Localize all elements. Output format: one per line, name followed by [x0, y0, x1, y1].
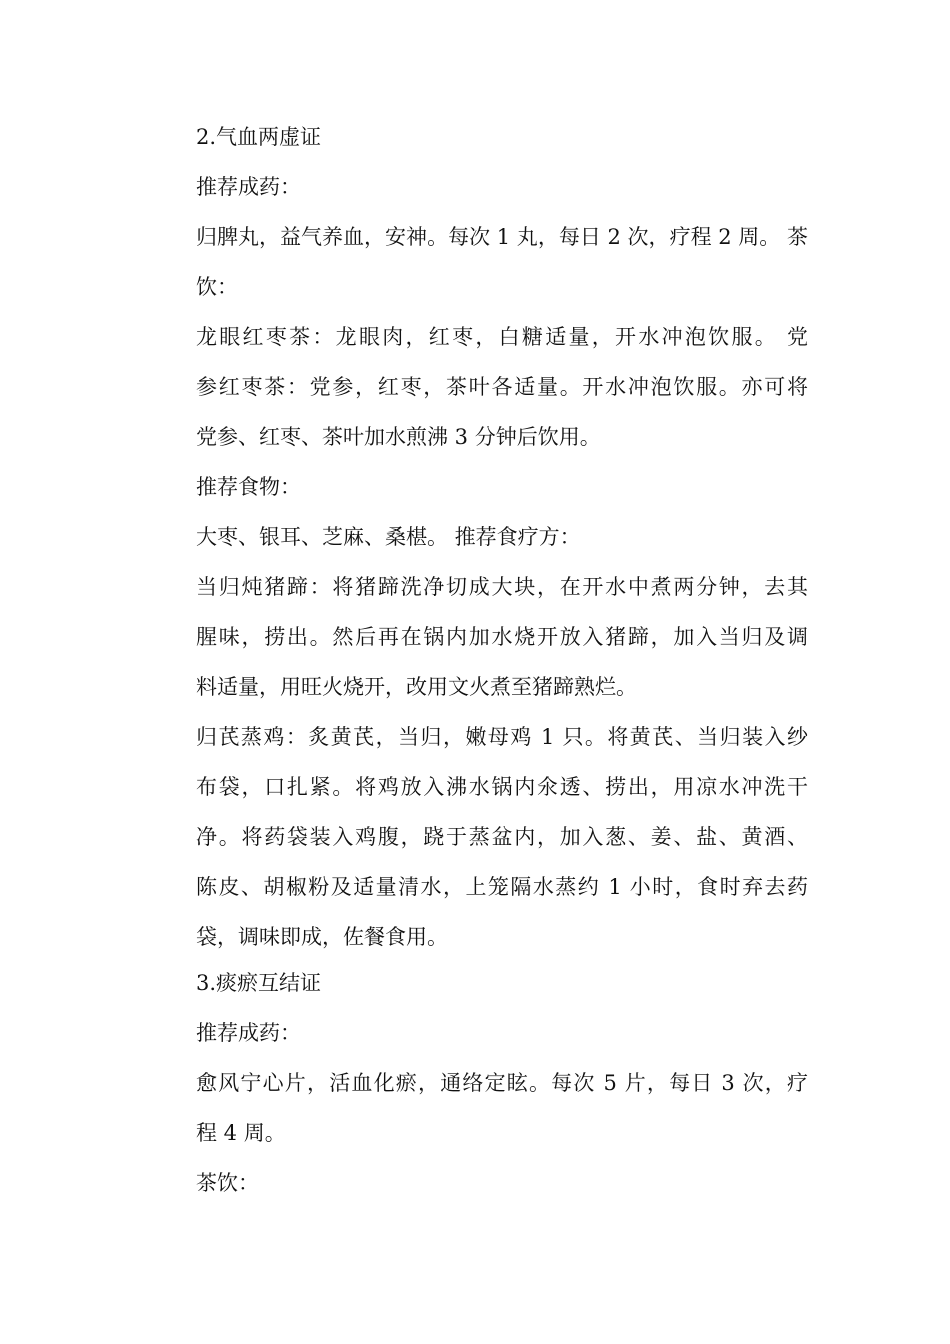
paragraph-line: 程 4 周。 [196, 1121, 286, 1145]
paragraph-line: 参红枣茶：党参，红枣，茶叶各适量。开水冲泡饮服。亦可将 [196, 375, 808, 399]
paragraph-line: 料适量，用旺火烧开，改用文火煮至猪蹄熟烂。 [196, 675, 637, 699]
paragraph-line: 龙眼红枣茶：龙眼肉，红枣，白糖适量，开水冲泡饮服。 党 [196, 325, 808, 349]
paragraph-line: 大枣、银耳、芝麻、桑椹。 推荐食疗方： [196, 525, 581, 549]
paragraph-line: 布袋，口扎紧。将鸡放入沸水锅内氽透、捞出，用凉水冲洗干 [196, 775, 808, 799]
paragraph-line: 茶饮： [196, 1171, 259, 1195]
paragraph-line: 党参、红枣、茶叶加水煎沸 3 分钟后饮用。 [196, 425, 601, 449]
paragraph-line: 推荐成药： [196, 1021, 301, 1045]
paragraph-line: 归脾丸，益气养血，安神。每次 1 丸，每日 2 次，疗程 2 周。 茶 [196, 225, 808, 249]
paragraph-line: 推荐食物： [196, 475, 301, 499]
paragraph-line: 袋，调味即成，佐餐食用。 [196, 925, 448, 949]
paragraph-line: 净。将药袋装入鸡腹，跷于蒸盆内，加入葱、姜、盐、黄酒、 [196, 825, 808, 849]
paragraph-line: 当归炖猪蹄：将猪蹄洗净切成大块，在开水中煮两分钟，去其 [196, 575, 808, 599]
paragraph-line: 饮： [196, 275, 238, 299]
section-heading-phlegm-stasis: 3.痰瘀互结证 [196, 971, 322, 995]
paragraph-line: 推荐成药： [196, 175, 301, 199]
paragraph-line: 归芪蒸鸡：炙黄芪，当归，嫩母鸡 1 只。将黄芪、当归装入纱 [196, 725, 808, 749]
paragraph-line: 陈皮、胡椒粉及适量清水，上笼隔水蒸约 1 小时，食时弃去药 [196, 875, 808, 899]
section-heading-qi-blood: 2.气血两虚证 [196, 125, 322, 149]
paragraph-line: 愈风宁心片，活血化瘀，通络定眩。每次 5 片，每日 3 次，疗 [196, 1071, 808, 1095]
paragraph-line: 腥味，捞出。然后再在锅内加水烧开放入猪蹄，加入当归及调 [196, 625, 808, 649]
